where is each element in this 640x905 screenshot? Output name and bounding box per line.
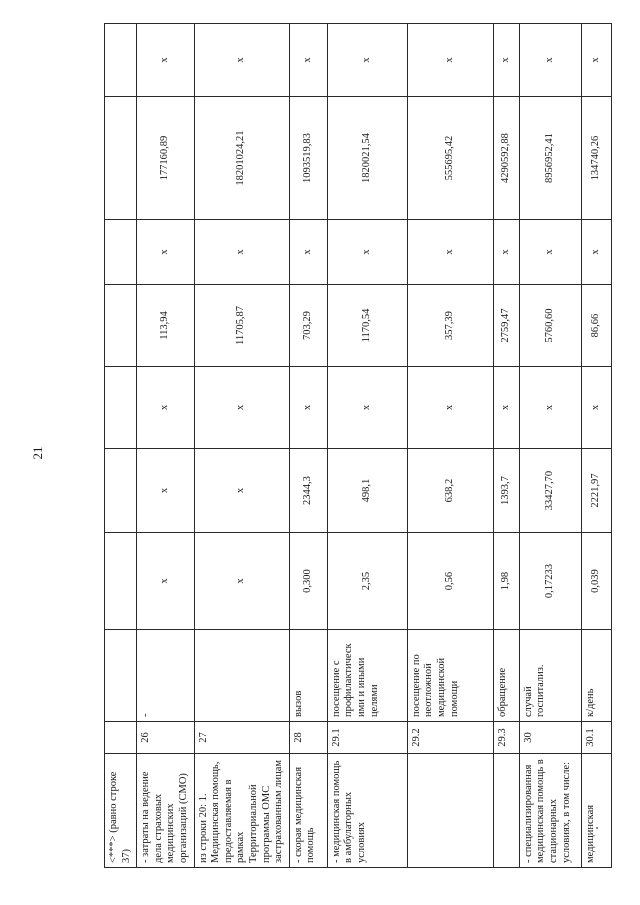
cell: 498,1 [327,449,407,533]
cell: 357,39 [407,285,493,367]
cell: 2344,3 [289,449,327,533]
cell: x [327,367,407,449]
cell: x [137,449,194,533]
row-line: 28 [289,722,327,754]
cell: x [407,24,493,97]
cell: 5760,60 [519,285,581,367]
row-unit [194,630,289,722]
cell: 1393,7 [493,449,519,533]
cell [105,24,137,97]
cell: x [194,533,289,630]
scan-speck [596,827,598,829]
cell: 1820021,54 [327,97,407,220]
cell: x [137,367,194,449]
row-line: 30.1 [581,722,611,754]
row-unit: посещение с профилактическ ими и иными целями [327,630,407,722]
table-row [105,24,137,868]
cell: x [519,367,581,449]
row-name: - медицинская помощь в амбулаторных условиях [327,754,407,868]
cell: 1170,54 [327,285,407,367]
cell: 2759,47 [493,285,519,367]
row-line: 29.1 [327,722,407,754]
cell: 11705,87 [194,285,289,367]
cell [105,449,137,533]
row-name: - скорая медицинская помощь [289,754,327,868]
row-line: 27 [194,722,289,754]
cell [105,220,137,285]
cell: 86,66 [581,285,611,367]
cell: 0,300 [289,533,327,630]
row-unit: случай госпитализ. [519,630,581,722]
row-line: 29.2 [407,722,493,754]
cell: x [194,449,289,533]
cell: 113,94 [137,285,194,367]
cell: x [289,220,327,285]
cell: 1,98 [493,533,519,630]
cell: 2,35 [327,533,407,630]
cell: 8956952,41 [519,97,581,220]
cell: x [327,24,407,97]
cell [105,97,137,220]
cell: x [137,220,194,285]
row-unit: посещение по неотложной медицинской помощи [407,630,493,722]
cell: x [519,24,581,97]
cell: x [289,367,327,449]
cell: 33427,70 [519,449,581,533]
row-line: 30 [519,722,581,754]
row-name [493,754,519,868]
cell: x [581,220,611,285]
cell: x [407,220,493,285]
cell [105,533,137,630]
cell: x [194,24,289,97]
table-row [327,24,407,868]
row-unit: - [137,630,194,722]
cost-table [104,23,612,868]
cell: 18201024,21 [194,97,289,220]
row-name [407,754,493,868]
cell: 0,56 [407,533,493,630]
cell: 177160,89 [137,97,194,220]
cell: 134740,26 [581,97,611,220]
row-name: - специализированная медицинская помощь в стационарных условиях, в том числе: [519,754,581,868]
table-row [493,24,519,868]
row-name: медицинская [581,754,611,868]
table-row [137,24,194,868]
cell [105,285,137,367]
table-row [519,24,581,868]
cell: x [194,220,289,285]
cell: x [493,220,519,285]
cell [105,367,137,449]
cell: 638,2 [407,449,493,533]
cell: x [581,367,611,449]
cell: 1093519,83 [289,97,327,220]
row-unit: обращение [493,630,519,722]
row-line [105,722,137,754]
cell: x [493,367,519,449]
cell: 703,29 [289,285,327,367]
rotated-table-wrapper [104,24,601,868]
cell: x [327,220,407,285]
table-row [289,24,327,868]
cell: x [493,24,519,97]
row-line: 26 [137,722,194,754]
row-unit: вызов [289,630,327,722]
cell: x [519,220,581,285]
cell: x [137,533,194,630]
row-name: из строки 20: 1. Медицинская помощь, предоставляемая в рамках Территориальной программы ОМС застрахованным лицам [194,754,289,868]
row-name: <***> (равно строке 37) [105,754,137,868]
table-row [407,24,493,868]
cell: 2221,97 [581,449,611,533]
row-name: - затраты на ведение дела страховых медицинских организаций (СМО) [137,754,194,868]
cell: 0,17233 [519,533,581,630]
cell: 0,039 [581,533,611,630]
cell: 4290592,88 [493,97,519,220]
table-row [581,24,611,868]
row-unit: к/день [581,630,611,722]
table-row [194,24,289,868]
cell: x [137,24,194,97]
row-unit [105,630,137,722]
cell: x [289,24,327,97]
cell: x [407,367,493,449]
page-number: 21 [30,446,45,460]
row-line: 29.3 [493,722,519,754]
cell: 555695,42 [407,97,493,220]
cell: x [194,367,289,449]
cell: x [581,24,611,97]
